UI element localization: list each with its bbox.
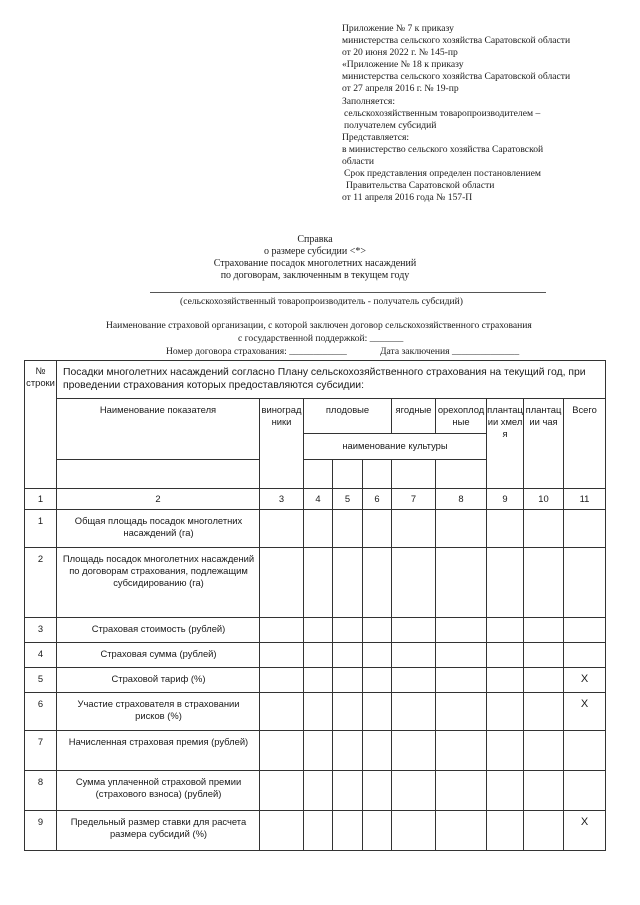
value-cell[interactable]	[487, 618, 524, 643]
header-line: Приложение № 7 к приказу	[342, 23, 454, 34]
value-cell[interactable]	[363, 643, 392, 668]
value-cell[interactable]	[333, 618, 363, 643]
value-cell[interactable]	[260, 771, 304, 811]
tea-header: плантации чая	[524, 399, 564, 489]
value-cell[interactable]	[487, 811, 524, 851]
value-cell[interactable]	[304, 548, 333, 618]
column-number: 1	[25, 489, 57, 510]
total-cell[interactable]	[564, 731, 606, 771]
value-cell[interactable]	[363, 618, 392, 643]
value-cell[interactable]	[260, 618, 304, 643]
row-number: 5	[25, 668, 57, 693]
value-cell[interactable]	[524, 643, 564, 668]
value-cell[interactable]	[392, 731, 436, 771]
value-cell[interactable]	[304, 731, 333, 771]
header-line: Срок представления определен постановлением	[344, 168, 541, 180]
value-cell[interactable]	[487, 771, 524, 811]
spacer-cell	[304, 460, 333, 489]
document-subtitle: по договорам, заключенным в текущем году	[220, 270, 410, 281]
value-cell[interactable]	[304, 510, 333, 548]
value-cell[interactable]	[363, 548, 392, 618]
value-cell[interactable]	[487, 643, 524, 668]
table-main-header: Посадки многолетних насаждений согласно Плану сельскохозяйственного страхования на текущий год, при проведении страхования которых предоставляются субсидии:	[57, 361, 606, 399]
producer-caption: (сельскохозяйственный товаропроизводитель - получатель субсидий)	[180, 296, 464, 307]
indicator-header: Наименование показателя	[57, 399, 260, 460]
total-cell[interactable]	[564, 618, 606, 643]
berry-header: ягодные	[392, 399, 436, 434]
value-cell[interactable]	[392, 668, 436, 693]
value-cell[interactable]	[524, 668, 564, 693]
document-title: Справка	[297, 234, 333, 245]
indicator-name: Сумма уплаченной страховой премии (страхового взноса) (рублей)	[57, 771, 260, 811]
value-cell[interactable]	[436, 771, 487, 811]
value-cell[interactable]	[333, 771, 363, 811]
appendix-header	[342, 23, 632, 204]
value-cell[interactable]	[524, 693, 564, 731]
value-cell[interactable]	[487, 548, 524, 618]
value-cell[interactable]	[260, 548, 304, 618]
total-cell[interactable]	[564, 510, 606, 548]
insurer-label: Наименование страховой организации, с которой заключен договор сельскохозяйственного страхования	[106, 320, 532, 331]
header-line: от 11 апреля 2016 года № 157-П	[342, 192, 473, 204]
value-cell[interactable]	[304, 771, 333, 811]
value-cell[interactable]	[363, 771, 392, 811]
value-cell[interactable]	[333, 548, 363, 618]
value-cell[interactable]	[260, 693, 304, 731]
contract-number-label: Номер договора страхования: ____________	[166, 346, 347, 357]
value-cell[interactable]	[436, 668, 487, 693]
column-number: 5	[333, 489, 363, 510]
indicator-name: Страховой тариф (%)	[57, 668, 260, 693]
indicator-name: Общая площадь посадок многолетних насаждений (га)	[57, 510, 260, 548]
column-number: 11	[564, 489, 606, 510]
spacer-cell	[436, 460, 487, 489]
header-line: Правительства Саратовской области	[346, 180, 495, 192]
value-cell[interactable]	[436, 643, 487, 668]
nut-header: орехоплодные	[436, 399, 487, 434]
value-cell[interactable]	[487, 693, 524, 731]
value-cell[interactable]	[392, 693, 436, 731]
header-line: области	[342, 156, 375, 168]
producer-blank-line	[150, 292, 546, 293]
total-cell[interactable]: X	[564, 811, 606, 851]
insurer-label-cont: с государственной поддержкой: _______	[238, 333, 404, 344]
header-line: Представляется:	[342, 131, 410, 143]
value-cell[interactable]	[260, 731, 304, 771]
row-number-header: № строки	[25, 361, 57, 489]
value-cell[interactable]	[392, 510, 436, 548]
value-cell[interactable]	[392, 771, 436, 811]
row-number: 3	[25, 618, 57, 643]
spacer-cell	[57, 460, 260, 489]
header-line: министерства сельского хозяйства Саратовской области	[342, 35, 571, 47]
hop-header: плантации хмеля	[487, 399, 524, 489]
value-cell[interactable]	[436, 510, 487, 548]
document-subtitle: Страхование посадок многолетних насаждений	[213, 258, 417, 269]
value-cell[interactable]	[436, 548, 487, 618]
document-subtitle: о размере субсидии <*>	[263, 246, 367, 257]
row-number: 2	[25, 548, 57, 618]
column-number: 10	[524, 489, 564, 510]
value-cell[interactable]	[487, 668, 524, 693]
column-number: 6	[363, 489, 392, 510]
contract-date-label: Дата заключения ______________	[380, 346, 520, 357]
value-cell[interactable]	[260, 643, 304, 668]
value-cell[interactable]	[304, 668, 333, 693]
column-number: 3	[260, 489, 304, 510]
column-number: 9	[487, 489, 524, 510]
spacer-cell	[363, 460, 392, 489]
value-cell[interactable]	[304, 618, 333, 643]
header-line: от 27 апреля 2016 г. № 19-пр	[342, 83, 459, 95]
value-cell[interactable]	[333, 510, 363, 548]
value-cell[interactable]	[260, 510, 304, 548]
value-cell[interactable]	[333, 668, 363, 693]
value-cell[interactable]	[363, 668, 392, 693]
value-cell[interactable]	[392, 548, 436, 618]
value-cell[interactable]	[392, 811, 436, 851]
indicator-name: Предельный размер ставки для расчета размера субсидий (%)	[57, 811, 260, 851]
total-cell[interactable]	[564, 771, 606, 811]
culture-name-header: наименование культуры	[304, 434, 487, 460]
total-header: Всего	[564, 399, 606, 489]
value-cell[interactable]	[260, 811, 304, 851]
column-number: 7	[392, 489, 436, 510]
column-number: 8	[436, 489, 487, 510]
value-cell[interactable]	[436, 731, 487, 771]
value-cell[interactable]	[524, 731, 564, 771]
row-number: 1	[25, 510, 57, 548]
fruit-header: плодовые	[304, 399, 392, 434]
header-line: Заполняется:	[342, 95, 395, 107]
indicator-name: Страховая сумма (рублей)	[57, 643, 260, 668]
row-number: 8	[25, 771, 57, 811]
header-line: сельскохозяйственным товаропроизводителем –	[344, 107, 541, 119]
total-cell[interactable]	[564, 643, 606, 668]
header-line: в министерство сельского хозяйства Саратовской	[342, 143, 544, 155]
value-cell[interactable]	[363, 811, 392, 851]
value-cell[interactable]	[524, 811, 564, 851]
value-cell[interactable]	[436, 618, 487, 643]
value-cell[interactable]	[363, 510, 392, 548]
value-cell[interactable]	[524, 548, 564, 618]
value-cell[interactable]	[487, 731, 524, 771]
value-cell[interactable]	[436, 693, 487, 731]
value-cell[interactable]	[436, 811, 487, 851]
value-cell[interactable]	[304, 643, 333, 668]
row-number: 9	[25, 811, 57, 851]
value-cell[interactable]	[524, 771, 564, 811]
total-cell[interactable]: X	[564, 693, 606, 731]
header-line: получателем субсидий	[344, 119, 437, 131]
value-cell[interactable]	[333, 643, 363, 668]
vineyards-header: виноградники	[260, 399, 304, 489]
row-number: 4	[25, 643, 57, 668]
indicator-name: Площадь посадок многолетних насаждений по договорам страхования, подлежащим субсидированию (га)	[57, 548, 260, 618]
value-cell[interactable]	[333, 693, 363, 731]
row-number: 7	[25, 731, 57, 771]
column-number: 2	[57, 489, 260, 510]
value-cell[interactable]	[524, 510, 564, 548]
total-cell[interactable]: X	[564, 668, 606, 693]
row-number: 6	[25, 693, 57, 731]
header-line: от 20 июня 2022 г. № 145-пр	[342, 47, 458, 59]
indicator-name: Начисленная страховая премия (рублей)	[57, 731, 260, 771]
value-cell[interactable]	[524, 618, 564, 643]
spacer-cell	[392, 460, 436, 489]
indicator-name: Участие страхователя в страховании рисков (%)	[57, 693, 260, 731]
value-cell[interactable]	[392, 618, 436, 643]
subsidy-table	[24, 360, 606, 851]
indicator-name: Страховая стоимость (рублей)	[57, 618, 260, 643]
header-line: министерства сельского хозяйства Саратовской области	[342, 71, 571, 83]
value-cell[interactable]	[304, 811, 333, 851]
value-cell[interactable]	[392, 643, 436, 668]
value-cell[interactable]	[304, 693, 333, 731]
spacer-cell	[333, 460, 363, 489]
value-cell[interactable]	[363, 731, 392, 771]
value-cell[interactable]	[363, 693, 392, 731]
value-cell[interactable]	[333, 731, 363, 771]
value-cell[interactable]	[487, 510, 524, 548]
value-cell[interactable]	[333, 811, 363, 851]
column-number: 4	[304, 489, 333, 510]
total-cell[interactable]	[564, 548, 606, 618]
value-cell[interactable]	[260, 668, 304, 693]
header-line: «Приложение № 18 к приказу	[342, 59, 464, 71]
